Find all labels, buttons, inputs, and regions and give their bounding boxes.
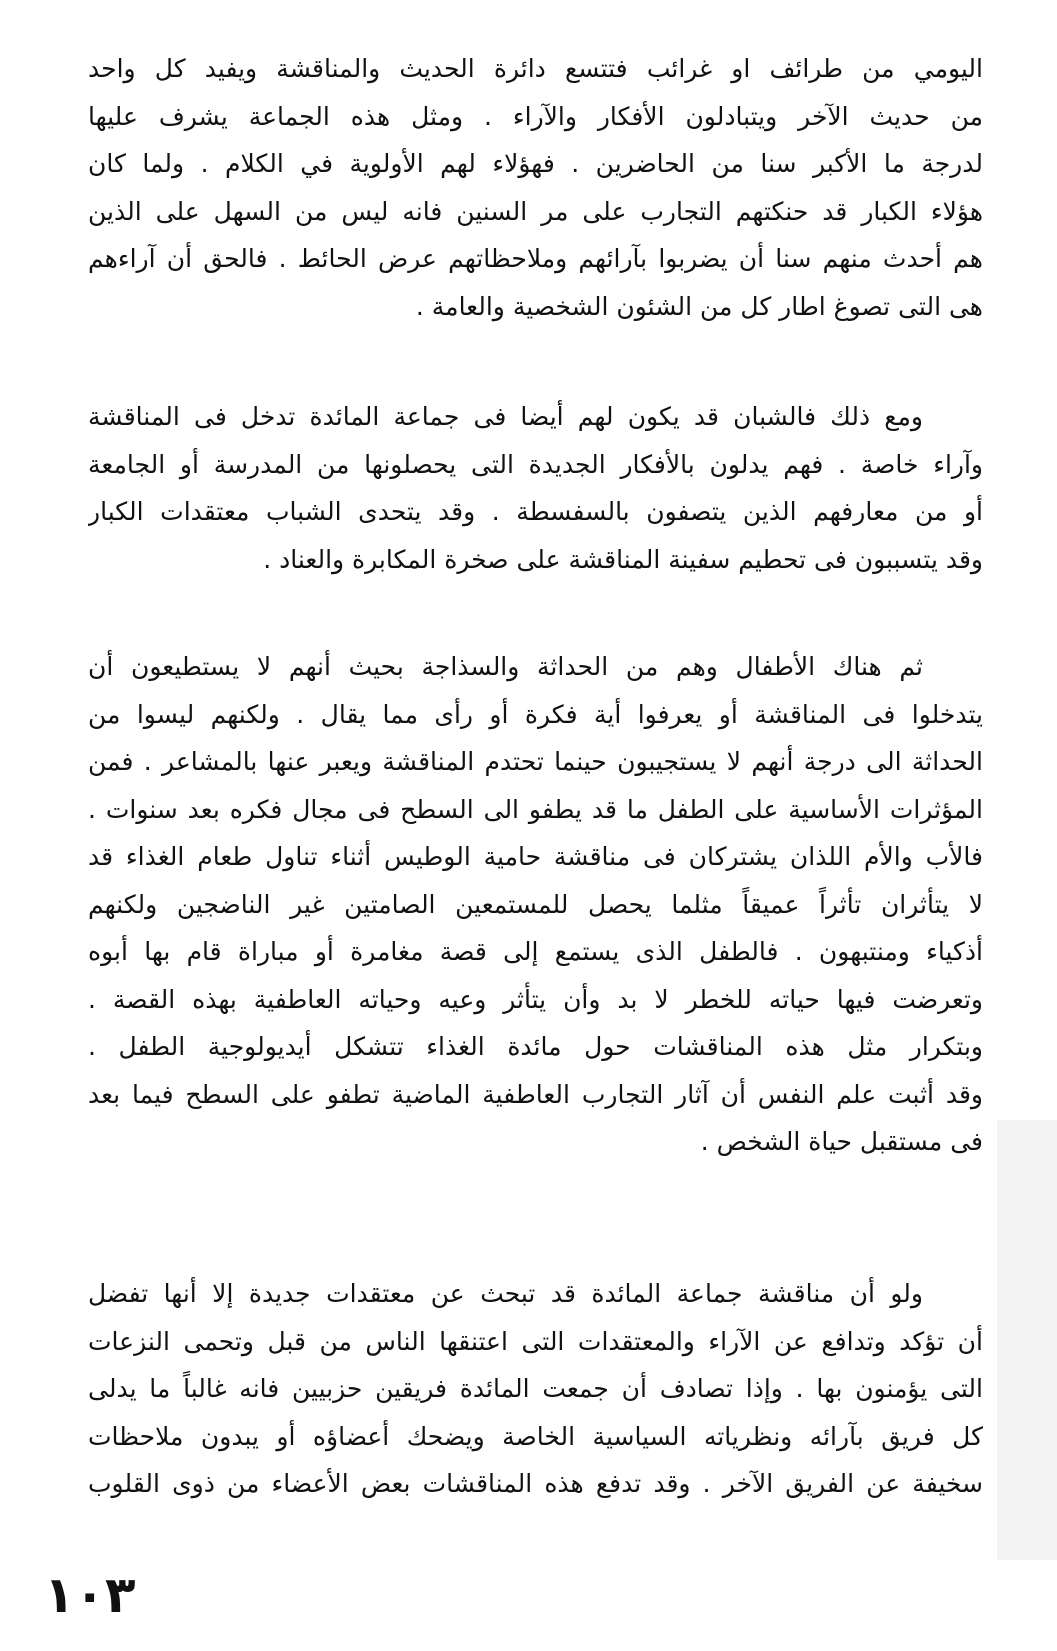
text-line: هم أحدث منهم سنا أن يضربوا بآرائهم وملاحظاتهم عرض الحائط . فالحق أن آراءهم [88,244,983,273]
text-line: يتدخلوا فى المناقشة أو يعرفوا أية فكرة أو رأى مما يقال . ولكنهم ليسوا من [88,699,983,729]
text-line: اليومي من طرائف او غرائب فتتسع دائرة الحديث والمناقشة ويفيد كل واحد [88,54,983,83]
text-line: الحداثة الى درجة أنهم لا يستجيبون حينما تحتدم المناقشة ويعبر عنها بالمشاعر . فمن [88,747,983,776]
text-line: وبتكرار مثل هذه المناقشات حول مائدة الغذاء تتشكل أيديولوجية الطفل . [88,1032,983,1061]
text-line: المؤثرات الأساسية على الطفل ما قد يطفو الى السطح فى مجال فكره بعد سنوات . [88,794,983,824]
text-line: من حديث الآخر ويتبادلون الأفكار والآراء . ومثل هذه الجماعة يشرف عليها [88,101,983,131]
text-line: ثم هناك الأطفال وهم من الحداثة والسذاجة بحيث أنهم لا يستطيعون أن [88,652,923,681]
text-line: هى التى تصوغ اطار كل من الشئون الشخصية والعامة . [415,291,983,321]
paragraph-4 [88,1270,983,1508]
text-line: أو من معارفهم الذين يتصفون بالسفسطة . وقد يتحدى الشباب معتقدات الكبار [88,497,983,526]
text-line: ولو أن مناقشة جماعة المائدة قد تبحث عن معتقدات جديدة إلا أنها تفضل [88,1279,923,1308]
text-line: وقد أثبت علم النفس أن آثار التجارب العاطفية الماضية تطفو على السطح فيما بعد [88,1079,983,1109]
text-line: سخيفة عن الفريق الآخر . وقد تدفع هذه المناقشات بعض الأعضاء من ذوى القلوب [88,1469,983,1498]
text-line: لدرجة ما الأكبر سنا من الحاضرين . فهؤلاء لهم الأولوية في الكلام . ولما كان [88,149,983,178]
text-line: وتعرضت فيها حياته للخطر لا بد وأن يتأثر وعيه وحياته العاطفية بهذه القصة . [88,984,983,1014]
text-line: التى يؤمنون بها . وإذا تصادف أن جمعت المائدة فريقين حزبيين فانه غالباً ما يدلى [88,1374,983,1403]
paragraph-3 [88,643,983,1166]
text-line: فالأب والأم اللذان يشتركان فى مناقشة حامية الوطيس أثناء تناول طعام الغذاء قد [88,842,983,871]
text-line: ومع ذلك فالشبان قد يكون لهم أيضا فى جماعة المائدة تدخل فى المناقشة [88,402,923,431]
text-line: فى مستقبل حياة الشخص . [700,1127,983,1156]
page-number: ١٠٣ [44,1566,136,1624]
text-line: أن تؤكد وتدافع عن الآراء والمعتقدات التى اعتنقها الناس من قبل وتحمى النزعات [88,1326,983,1356]
paragraph-1 [88,45,983,330]
scan-edge-shadow [997,1120,1057,1560]
paragraph-2 [88,393,983,583]
text-line: وآراء خاصة . فهم يدلون بالأفكار الجديدة التى يحصلونها من المدرسة أو الجامعة [88,449,983,479]
text-line: لا يتأثران تأثراً عميقاً مثلما يحصل للمستمعين الصامتين غير الناضجين ولكنهم [88,889,983,919]
text-line: هؤلاء الكبار قد حنكتهم التجارب على مر السنين فانه ليس من السهل على الذين [88,196,983,226]
text-line: أذكياء ومنتبهون . فالطفل الذى يستمع إلى قصة مغامرة أو مباراة قام بها أبوه [88,937,983,966]
text-line: وقد يتسببون فى تحطيم سفينة المناقشة على صخرة المكابرة والعناد . [263,544,983,574]
text-line: كل فريق بآرائه ونظرياته السياسية الخاصة ويضحك أعضاؤه أو يبدون ملاحظات [88,1421,983,1451]
